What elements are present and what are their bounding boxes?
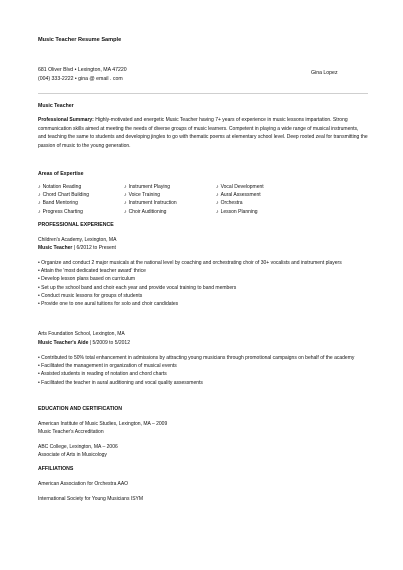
job-bullets: [38, 354, 368, 387]
list-item: • Contributed to 50% total enhancement in admissions by attracting young musicians through promotional campaigns on behalf of the academy: [38, 355, 355, 361]
list-item: • Assisted students in reading of notation and chord charts: [38, 371, 167, 378]
music-note-icon: ♪: [124, 200, 127, 207]
list-item: • Organize and conduct 2 major musicals at the national level by coaching and orchestrating choir of 30+ vocalists and instrument players: [38, 260, 342, 266]
divider: [38, 93, 368, 94]
address: 681 Oliver Blvd • Lexington, MA 47220: [38, 67, 127, 73]
education-institution: ABC College, Lexington, MA – 2006: [38, 444, 118, 450]
skill-item: ♪ Aural Assessment: [216, 192, 261, 199]
candidate-name: Gina Lopez: [311, 70, 338, 76]
skills-column: [216, 183, 264, 216]
skill-item: ♪ Vocal Development: [216, 184, 264, 190]
skill-item: ♪ Instrument Instruction: [124, 200, 177, 207]
affiliation-item: International Society for Young Musicians ISYM: [38, 496, 144, 502]
job-role: Music Teacher's Aide: [38, 340, 89, 346]
music-note-icon: ♪: [124, 208, 127, 215]
skill-item: ♪ Band Mentoring: [38, 200, 78, 207]
job-employer: Arts Foundation School, Lexington, MA: [38, 331, 125, 337]
job-bullets: [38, 259, 368, 308]
summary-text: Highly-motivated and energetic Music Teacher having 7+ years of experience in music lessons impartation. Strong communication skills aimed at meeting the needs of diverse groups of music learners. Competent in playing a wide range of musical instruments, and teaching the same to students and developing jingles to go with thematic poems at elementary school level. Deep rooted zeal for transmitting the passion of music to the young generation.: [38, 117, 368, 149]
list-item: • Provide one to one aural tuitions for solo and choir candidates: [38, 301, 179, 308]
skills-column: [38, 183, 89, 216]
skills-column: [124, 183, 177, 216]
skill-item: ♪ Voice Training: [124, 192, 161, 199]
expertise-heading: Areas of Expertise: [38, 171, 84, 177]
education-credential: Music Teacher's Accreditation: [38, 429, 104, 435]
music-note-icon: ♪: [216, 208, 219, 215]
list-item: • Facilitated the management in organization of musical events: [38, 363, 177, 370]
music-note-icon: ♪: [124, 192, 127, 199]
music-note-icon: ♪: [38, 192, 41, 199]
list-item: • Facilitated the teacher in aural auditioning and vocal quality assessments: [38, 379, 203, 386]
skill-item: ♪ Lesson Planning: [216, 208, 258, 215]
music-note-icon: ♪: [38, 184, 41, 190]
music-note-icon: ♪: [124, 184, 127, 190]
skill-item: ♪ Orchestra: [216, 200, 243, 207]
skill-item: ♪ Choir Auditioning: [124, 208, 167, 215]
affiliation-item: American Association for Orchestra AAO: [38, 481, 129, 487]
skill-item: ♪ Chord Chart Building: [38, 192, 90, 199]
music-note-icon: ♪: [38, 200, 41, 207]
summary-label: Professional Summary:: [38, 117, 94, 123]
job-employer: Children's Academy, Lexington, MA: [38, 237, 117, 243]
contact-block: [38, 66, 127, 83]
skill-item: ♪ Progress Charting: [38, 208, 83, 215]
list-item: • Attain the 'most dedicated teacher award' thrice: [38, 268, 146, 275]
affiliations-heading: AFFILIATIONS: [38, 466, 74, 472]
education-heading: EDUCATION AND CERTIFICATION: [38, 406, 123, 412]
document-title: Music Teacher Resume Sample: [38, 37, 122, 43]
skill-item: ♪ Notation Reading: [38, 184, 82, 190]
list-item: • Develop lesson plans based on curriculum: [38, 276, 136, 283]
professional-summary: [38, 116, 368, 150]
music-note-icon: ♪: [216, 184, 219, 190]
job-role: Music Teacher: [38, 245, 73, 251]
music-note-icon: ♪: [216, 192, 219, 199]
skill-item: ♪ Instrument Playing: [124, 184, 171, 190]
education-institution: American Institute of Music Studies, Lexington, MA – 2009: [38, 421, 168, 427]
phone-email: (004) 333-2222 • gina @ email . com: [38, 75, 123, 82]
job-title-line: [38, 340, 130, 347]
job-dates: | 6/2012 to Present: [72, 245, 116, 251]
job-dates: | 5/2009 to 5/2012: [88, 340, 130, 346]
education-credential: Associate of Arts in Musicology: [38, 452, 107, 458]
music-note-icon: ♪: [216, 200, 219, 207]
headline: Music Teacher: [38, 103, 74, 109]
list-item: • Set up the school band and choir each year and provide vocal training to band members: [38, 284, 237, 291]
list-item: • Conduct music lessons for groups of students: [38, 292, 143, 299]
music-note-icon: ♪: [38, 208, 41, 215]
job-title-line: [38, 245, 116, 252]
experience-heading: PROFESSIONAL EXPERIENCE: [38, 222, 114, 228]
